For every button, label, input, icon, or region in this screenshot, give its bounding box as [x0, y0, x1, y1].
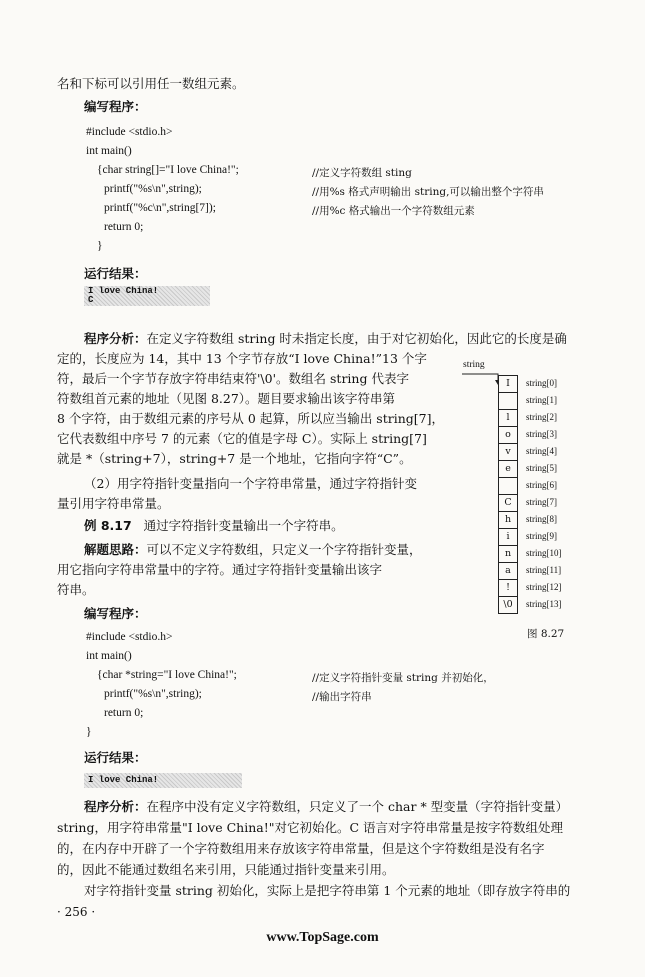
code-comment: //用%c 格式输出一个字符数组元素	[312, 205, 475, 217]
memory-cell: o	[498, 426, 518, 444]
code-line: return 0;	[104, 707, 144, 719]
code-comment: //定义字符指针变量 string 并初始化，	[312, 672, 494, 684]
figure-caption: 图 8.27	[527, 628, 565, 640]
cell-index-label: string[1]	[526, 395, 557, 405]
analysis-line: 它代表数组中序号 7 的元素（它的值是字母 C）。实际上 string[7]	[57, 431, 427, 446]
memory-cell: l	[498, 409, 518, 427]
page-number: · 256 ·	[57, 905, 96, 919]
heading-program: 编写程序：	[84, 99, 147, 114]
code-line: #include <stdio.h>	[86, 126, 173, 138]
memory-cell	[498, 392, 518, 410]
heading-result: 运行结果：	[84, 266, 147, 281]
heading-program: 编写程序：	[84, 606, 147, 621]
memory-cell: n	[498, 545, 518, 563]
cell-index-label: string[12]	[526, 582, 562, 592]
analysis-line	[84, 329, 567, 348]
cell-index-label: string[11]	[526, 565, 562, 575]
idea-text: 可以不定义字符数组，只定义一个字符指针变量，	[146, 542, 422, 557]
code-line: printf("%s\n",string);	[104, 183, 202, 195]
cell-index-label: string[0]	[526, 378, 557, 388]
example-heading	[84, 516, 344, 535]
code-line: printf("%c\n",string[7]);	[104, 202, 216, 214]
text-line: 名和下标可以引用任一数组元素。	[57, 76, 245, 91]
analysis-line: 的，因此不能通过数组名来引用，只能通过指针变量来引用。	[57, 862, 395, 877]
cell-index-label: string[9]	[526, 531, 557, 541]
cell-index-label: string[4]	[526, 446, 557, 456]
analysis-line: 符数组首元素的地址（见图 8.27）。题目要求输出该字符串第	[57, 391, 396, 406]
result-box-2: I love China!	[84, 773, 242, 788]
memory-cell	[498, 477, 518, 495]
analysis-line: 定的，长度应为 14，其中 13 个字节存放“I love China!”13 个字	[57, 351, 427, 366]
code-line: {char *string="I love China!";	[97, 669, 237, 681]
idea-line: 用它指向字符串常量中的字符。通过字符指针变量输出该字	[57, 562, 383, 577]
heading-result: 运行结果：	[84, 750, 147, 765]
memory-cell: e	[498, 460, 518, 478]
code-line: int main()	[86, 650, 132, 662]
memory-cell: i	[498, 528, 518, 546]
idea-line	[84, 540, 422, 559]
code-line: {char string[]="I love China!";	[97, 164, 239, 176]
analysis-line: 对字符指针变量 string 初始化，实际上是把字符串第 1 个元素的地址（即存放字符串的	[84, 883, 571, 898]
memory-cell: h	[498, 511, 518, 529]
point-2-line: （2）用字符指针变量指向一个字符串常量，通过字符指针变	[84, 476, 417, 491]
memory-cell: C	[498, 494, 518, 512]
memory-cell: \0	[498, 596, 518, 614]
memory-cell: !	[498, 579, 518, 597]
idea-label: 解题思路：	[84, 542, 147, 557]
point-2-line: 量引用字符串常量。	[57, 496, 170, 511]
analysis-label: 程序分析：	[84, 799, 147, 814]
result-line: C	[88, 295, 94, 305]
code-comment: //定义字符数组 sting	[312, 167, 412, 179]
analysis-text: 在定义字符数组 string 时未指定长度，由于对它初始化，因此它的长度是确	[146, 331, 567, 346]
analysis-label: 程序分析：	[84, 331, 147, 346]
cell-index-label: string[6]	[526, 480, 557, 490]
analysis-line	[84, 797, 568, 816]
cell-index-label: string[8]	[526, 514, 557, 524]
analysis-text: 在程序中没有定义字符数组，只定义了一个 char * 型变量（字符指针变量）	[146, 799, 569, 814]
pointer-label: string	[463, 360, 485, 370]
code-line: return 0;	[104, 221, 144, 233]
code-comment: //用%s 格式声明输出 string,可以输出整个字符串	[312, 186, 544, 198]
memory-cell: I	[498, 375, 518, 393]
code-line: }	[86, 726, 92, 738]
footer-url: www.TopSage.com	[266, 930, 379, 945]
cell-index-label: string[2]	[526, 412, 557, 422]
result-box-1	[84, 286, 210, 306]
analysis-line: 就是 *（string+7），string+7 是一个地址，它指向字符“C”。	[57, 451, 412, 466]
memory-diagram	[498, 375, 618, 615]
code-line: }	[97, 240, 103, 252]
example-label: 例 8.17	[84, 518, 132, 533]
code-comment: //输出字符串	[312, 691, 372, 703]
code-line: #include <stdio.h>	[86, 631, 173, 643]
analysis-line: 符，最后一个字节存放字符串结束符'\0'。数组名 string 代表字	[57, 371, 409, 386]
analysis-line: 的，在内存中开辟了一个字符数组用来存放该字符串常量，但是这个字符数组是没有名字	[57, 841, 545, 856]
cell-index-label: string[5]	[526, 463, 557, 473]
example-title: 通过字符指针变量输出一个字符串。	[143, 518, 344, 533]
idea-line: 符串。	[57, 582, 95, 597]
cell-index-label: string[10]	[526, 548, 562, 558]
cell-index-label: string[3]	[526, 429, 557, 439]
result-line: I love China!	[88, 286, 159, 296]
analysis-line: string，用字符串常量"I love China!"对它初始化。C 语言对字符串常量是按字符数组处理	[57, 820, 564, 835]
code-line: int main()	[86, 145, 132, 157]
analysis-line: 8 个字符，由于数组元素的序号从 0 起算，所以应当输出 string[7]，	[57, 411, 444, 426]
cell-index-label: string[7]	[526, 497, 557, 507]
memory-cell: a	[498, 562, 518, 580]
cell-index-label: string[13]	[526, 599, 562, 609]
memory-cell: v	[498, 443, 518, 461]
code-line: printf("%s\n",string);	[104, 688, 202, 700]
